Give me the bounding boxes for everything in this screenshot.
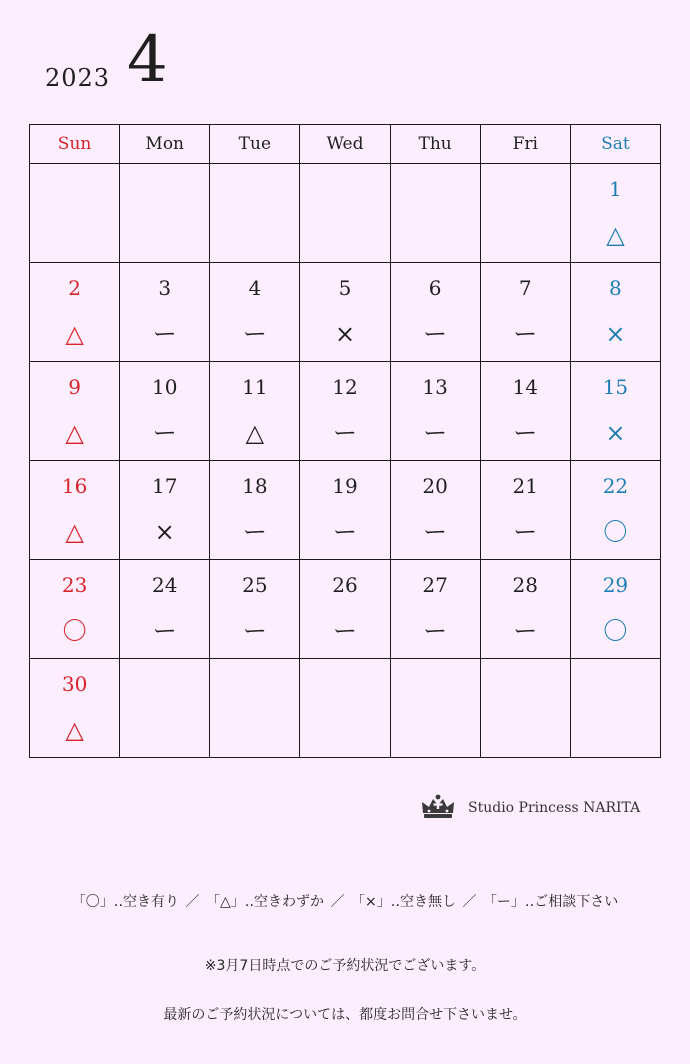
day-cell [120,164,210,263]
week-row [30,164,661,263]
day-number [210,671,299,697]
weekday-sun: Sun [30,125,120,164]
week-row [30,560,661,659]
weekday-wed: Wed [300,125,390,164]
day-cell [30,362,120,461]
day-number [481,671,570,697]
availability-mark: ー [152,419,177,447]
availability-mark: ー [332,419,357,447]
availability-mark: ー [152,320,177,348]
day-number: 3 [158,276,172,300]
availability-mark [120,222,209,248]
availability-mark: △ [65,320,84,348]
day-cell [480,263,570,362]
availability-mark [391,222,480,248]
day-cell [390,461,480,560]
day-cell [390,263,480,362]
availability-mark [300,222,389,248]
day-cell [480,164,570,263]
year-label: 2023 [45,64,111,92]
status-date-note: ※3月7日時点でのご予約状況でございます。 [204,958,486,974]
day-cell [300,164,390,263]
availability-mark: ー [242,617,267,645]
day-number: 23 [61,573,88,597]
day-cell [570,659,660,758]
weekday-mon: Mon [120,125,210,164]
month-label: 4 [127,23,168,97]
day-cell [570,164,660,263]
day-cell [300,560,390,659]
day-number: 26 [332,573,358,597]
availability-mark: △ [245,419,265,447]
studio-name: Studio Princess NARITA [468,800,641,816]
day-number: 4 [248,276,262,300]
day-number [481,176,570,202]
day-number: 9 [68,375,81,399]
day-cell [570,560,660,659]
week-row [30,659,661,758]
availability-mark: △ [65,419,84,447]
availability-mark [120,717,209,743]
day-cell [210,362,300,461]
weekday-fri: Fri [480,125,570,164]
availability-mark [481,222,570,248]
day-cell [120,362,210,461]
day-cell [480,560,570,659]
day-cell [210,659,300,758]
day-cell [30,164,120,263]
day-number: 5 [338,276,352,300]
day-number: 17 [151,474,178,498]
weekday-tue: Tue [210,125,300,164]
day-number: 13 [422,375,448,399]
availability-mark: ー [423,419,448,447]
day-cell [120,560,210,659]
calendar-grid [29,124,661,758]
availability-mark [571,717,660,743]
availability-mark: △ [65,518,84,546]
availability-mark [300,717,389,743]
day-cell [210,263,300,362]
week-row [30,362,661,461]
day-number [210,176,299,202]
availability-mark: ー [513,617,538,645]
availability-mark: 〇 [603,617,628,645]
day-number: 18 [242,474,268,498]
day-cell [570,263,660,362]
day-cell [390,362,480,461]
inquiry-note: 最新のご予約状況については、都度お問合せ下さいませ。 [163,1007,527,1023]
day-cell [390,560,480,659]
day-number: 15 [602,375,629,399]
day-number: 1 [609,177,622,201]
availability-mark: × [334,320,356,348]
day-number: 6 [428,276,442,300]
availability-mark [391,717,480,743]
availability-mark: △ [65,716,84,744]
availability-mark: × [605,320,626,348]
availability-mark: 〇 [603,518,628,546]
crown-icon [420,793,456,823]
availability-mark: ー [332,617,357,645]
availability-mark: ー [513,320,538,348]
day-number [391,671,480,697]
day-cell [390,164,480,263]
availability-mark: ー [423,617,448,645]
week-row [30,461,661,560]
day-number [391,176,480,202]
day-number [120,176,209,202]
day-number: 21 [512,474,538,498]
availability-mark [210,717,299,743]
weekday-thu: Thu [390,125,480,164]
availability-mark: ー [513,419,538,447]
day-cell [570,461,660,560]
availability-mark [481,717,570,743]
day-cell [30,461,120,560]
availability-mark: 〇 [62,617,87,645]
day-cell [30,560,120,659]
day-number [30,176,119,202]
day-number: 19 [332,474,358,498]
day-cell [480,362,570,461]
day-number: 16 [61,474,88,498]
day-cell [480,659,570,758]
day-cell [120,263,210,362]
day-number [300,176,389,202]
availability-mark: △ [606,221,625,249]
day-cell [210,164,300,263]
day-cell [120,461,210,560]
day-number [120,671,209,697]
day-cell [30,263,120,362]
day-number: 29 [602,573,629,597]
availability-legend: 「〇」‥空き有り ／ 「△」‥空きわずか ／ 「×」‥空き無し ／ 「ー」‥ご相談下さい [71,894,619,910]
availability-mark: ー [423,518,448,546]
day-number: 14 [512,375,538,399]
weekday-header-row [30,125,661,164]
day-number: 12 [332,375,358,399]
availability-mark: × [605,419,626,447]
day-cell [570,362,660,461]
day-number: 10 [151,375,178,399]
day-number: 20 [422,474,448,498]
day-number: 7 [518,276,532,300]
day-number: 2 [68,276,81,300]
day-cell [210,560,300,659]
availability-mark: ー [513,518,538,546]
availability-mark [210,222,299,248]
week-row [30,263,661,362]
day-number: 24 [151,573,178,597]
day-cell [210,461,300,560]
day-number: 11 [242,375,268,399]
availability-mark: ー [332,518,357,546]
day-cell [480,461,570,560]
availability-mark: ー [152,617,177,645]
day-number: 27 [422,573,448,597]
day-number: 28 [512,573,538,597]
availability-mark: ー [242,518,267,546]
day-cell [120,659,210,758]
day-number: 22 [602,474,629,498]
day-number: 8 [609,276,622,300]
weekday-sat: Sat [570,125,660,164]
day-cell [300,461,390,560]
day-number [571,671,660,697]
day-cell [390,659,480,758]
day-number [300,671,389,697]
day-cell [300,263,390,362]
studio-brand [420,792,640,824]
availability-mark [30,222,119,248]
day-cell [300,659,390,758]
day-cell [30,659,120,758]
day-number: 30 [61,672,88,696]
day-number: 25 [242,573,268,597]
availability-mark: ー [242,320,267,348]
day-cell [300,362,390,461]
availability-mark: ー [423,320,448,348]
availability-mark: × [154,518,175,546]
